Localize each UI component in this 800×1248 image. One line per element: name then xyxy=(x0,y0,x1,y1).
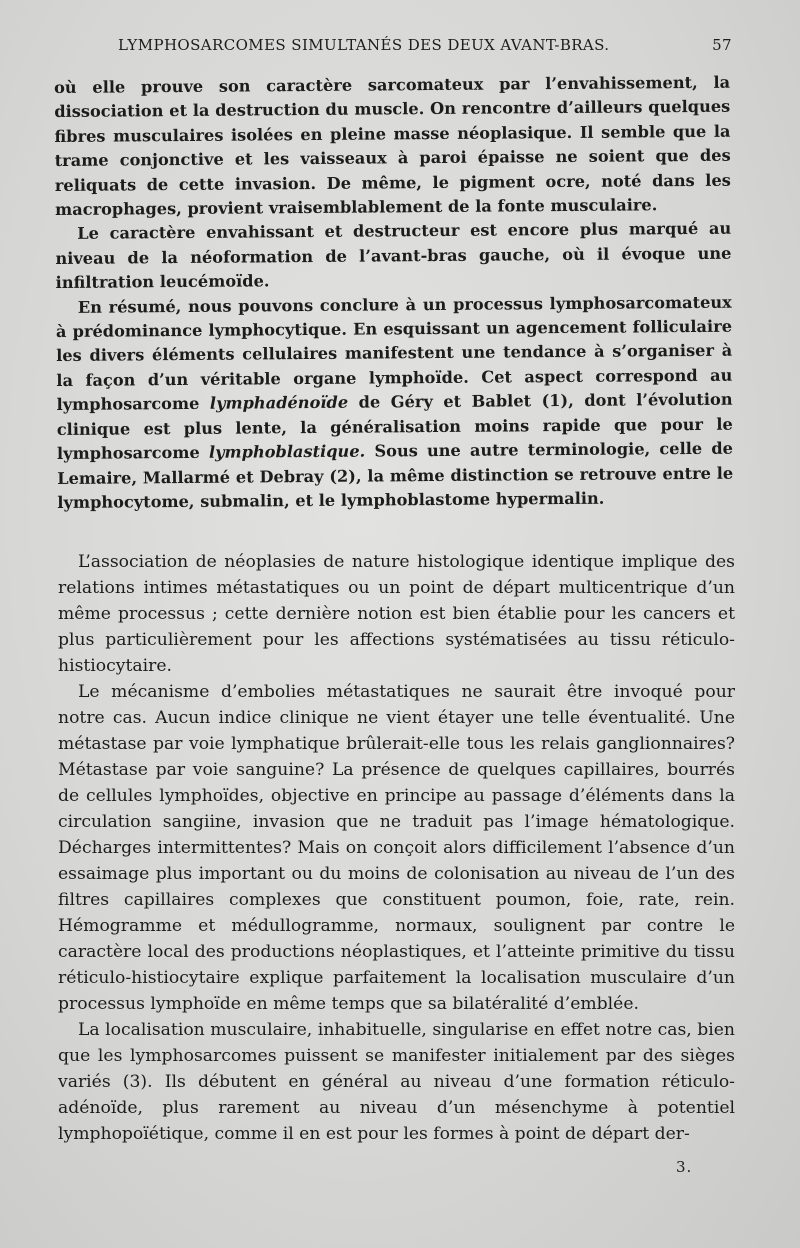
paragraph-association: L’association de néoplasies de nature histologique identique implique des relations intimes métastatiques ou un point de départ multicentrique d’un même processus ; cette dernière notion est bien établie pour les cancers et plus particulièrement pour les affections systématisées au tissu réticulo-histiocytaire. xyxy=(58,552,735,676)
summary-text-b: de Géry et Bablet (1), dont l’évolution clinique est plus lente, la généralisation moins rapide que pour le lymphosarcome xyxy=(56,389,733,464)
term-lymphoblastique: lymphoblastique. xyxy=(208,441,366,462)
paragraph-localisation: La localisation musculaire, inhabituelle, singularise en effet notre cas, bien que les lymphosarcomes puissent se manifester initialement par des sièges variés (3). Ils débutent en général au niveau d’une formation réticulo-adénoïde, plus rarement au niveau d’un mésenchyme à potentiel lymphopoïétique, comme il en est pour les formes à point de départ der- xyxy=(58,1020,735,1144)
paragraph-continued: où elle prouve son caractère sarcomateux par l’envahissement, la dissociation et la destruction du muscle. On rencontre d’ailleurs quelques fibres musculaires isolées en pleine masse néoplasique. Il semble que la trame conjonctive et les vaisseaux à paroi épaisse ne soient que des reliquats de cette invasion. De même, le pigment ocre, noté dans les macrophages, provient vraisemblablement de la fonte musculaire. xyxy=(54,72,731,220)
summary-text-a: En résumé, nous pouvons conclure à un processus lymphosarcomateux à prédominance lymphocytique. En esquissant un agencement folliculaire les divers éléments cellulaires manifestent une tendance à s’organiser à la façon d’un véritable organe lymphoïde. Cet aspect correspond au lymphosarcome xyxy=(55,292,733,415)
running-header xyxy=(118,36,732,54)
term-lymphadenoide: lymphadénoïde xyxy=(209,392,349,414)
signature-mark: 3. xyxy=(676,1158,693,1176)
summary-text-c: Sous une autre terminologie, celle de Lemaire, Mallarmé et Debray (2), la même distinction se retrouve entre le lymphocytome, submalin, et le lymphoblastome hypermalin. xyxy=(57,438,734,512)
paragraph-summary xyxy=(56,290,734,515)
page-number: 57 xyxy=(712,36,732,54)
paragraph-mechanism: Le mécanisme d’embolies métastatiques ne saurait être invoqué pour notre cas. Aucun indice clinique ne vient étayer une telle éventualité. Une métastase par voie lymphatique brûlerait-elle tous les relais ganglionnaires? Métastase par voie sanguine? La présence de quelques capillaires, bourrés de cellules lymphoïdes, objective en principe au passage d’éléments dans la circulation sangiine, invasion que ne traduit pas l’image hématologique. Décharges intermittentes? Mais on conçoit alors difficilement l’absence d’un essaimage plus important ou du moins de colonisation au niveau de l’un des filtres capillaires complexes que constituent poumon, foie, rate, rein. Hémogramme et médullogramme, normaux, soulignent par contre le caractère local des productions néoplastiques, et l’atteinte primitive du tissu réticulo-histiocytaire explique parfaitement la localisation musculaire d’un processus lymphoïde en même temps que sa bilatéralité d’emblée. xyxy=(58,682,735,1014)
bold-section xyxy=(54,71,733,516)
paragraph-invasive-character: Le caractère envahissant et destructeur est encore plus marqué au niveau de la néoformation de l’avant-bras gauche, où il évoque une infiltration leucémoïde. xyxy=(55,219,732,293)
discussion-section xyxy=(58,549,735,1147)
running-title: LYMPHOSARCOMES SIMULTANÉS DES DEUX AVANT-BRAS. xyxy=(118,36,610,54)
